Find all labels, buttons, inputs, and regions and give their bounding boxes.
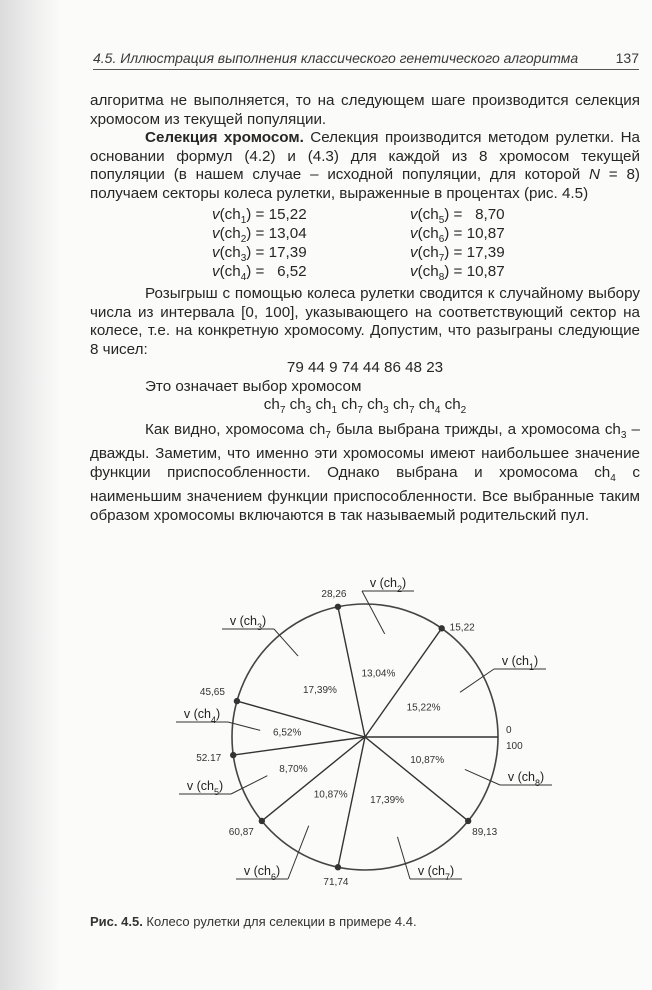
formula-right-0: $v(ch_5) = 8,70$ [410,206,505,227]
callout-leader-ch2 [362,591,385,634]
formula-block [90,205,640,283]
random-numbers: 79 44 9 74 44 86 48 23 [286,359,444,376]
callout-label-ch7: v $(ch_7)$ [417,864,455,882]
callout-label-ch1: v $(ch_1)$ [501,654,539,672]
boundary-label-7: 71,74 [323,877,349,889]
formula-column-left [212,205,307,284]
running-head [93,50,639,70]
paragraph-5: Как видно, хромосома $ch_7$ была выбрана трижды, а хромосома $ch_3$ – дважды. Заметим, что именно эти хромосомы имеют наибольшее значение функции приспособленности. Однако выбрана и хромосома $ch_4$ с наименьшим значением функции приспособленности. Все выбранные таким образом хромосомы включаются в так называемый родительский пул. [90,420,640,524]
formula-left-2: $v(ch_3) = 17,39$ [212,244,307,265]
boundary-dot-6 [259,818,265,824]
callout-leader-ch7 [397,837,410,879]
callout-label-ch3: v $(ch_3)$ [229,614,267,632]
boundary-label-2: 15,22 [449,622,475,634]
boundary-dot-8 [465,818,471,824]
paragraph-4: Это означает выбор хромосом [145,377,362,395]
formula-right-2: $v(ch_7) = 17,39$ [410,244,505,265]
paragraph-2-end: = 8) получаем секторы колеса рулетки, выраженные в процентах (рис. 4.5) [90,166,640,202]
sector-percent-ch5: 8,70% [279,764,308,776]
callout-label-ch6: v $(ch_6)$ [243,864,281,882]
boundary-label-6: 60,87 [228,826,254,838]
sector-percent-ch1: 15,22% [406,702,441,714]
callout-leader-ch3 [274,629,298,656]
boundary-dot-3 [335,604,341,610]
paragraph-2-text: Селекция производится методом рулетки. На основании формул (4.2) и (4.3) для каждой из 8 хромосом текущей популяции (в нашем случае – исходной популяции, для которой [90,129,640,183]
sector-percent-ch6: 10,87% [313,789,348,801]
figure-caption [90,914,417,929]
sector-boundary-8 [365,737,468,821]
roulette-wheel-figure [150,575,590,910]
callout-label-ch2: v $(ch_2)$ [369,576,407,594]
sector-percent-ch7: 17,39% [370,795,405,807]
callout-label-ch4: v $(ch_4)$ [183,707,221,725]
boundary-label-5: 52.17 [196,753,222,765]
formula-left-3: $v(ch_4) = 6,52$ [212,263,307,284]
boundary-dot-5 [230,752,236,758]
sector-percent-ch8: 10,87% [410,755,445,767]
boundary-dot-7 [335,864,341,870]
paragraph-2-variable: N [589,166,600,183]
page-binding-shadow [0,0,60,990]
sector-percent-ch3: 17,39% [302,684,337,696]
sector-boundary-2 [365,628,442,737]
formula-left-1: $v(ch_2) = 13,04$ [212,225,307,246]
boundary-label-0: 0 [506,725,512,736]
figure-caption-text: Колесо рулетки для селекции в примере 4.4. [142,914,417,929]
section-title: 4.5. Иллюстрация выполнения классического генетического алгоритма [93,50,579,66]
callout-leader-ch5 [231,776,267,794]
selected-chromosomes: $ch_7$ $ch_3$ $ch_1$ $ch_7$ $ch_3$ $ch_7$ $ch_4$ $ch_2$ [263,396,467,417]
roulette-wheel-chart [150,575,590,910]
boundary-label-1: 100 [506,741,523,752]
paragraph-3: Розыгрыш с помощью колеса рулетки сводится к случайному выбору числа из интервала [0, 100], указывающего на соответствующий сектор на колесе, т.е. на конкретную хромосому. Допустим, что разыграны следующие 8 чисел: [90,285,640,358]
callout-leader-ch6 [288,826,309,879]
formula-right-1: $v(ch_6) = 10,87$ [410,225,505,246]
formula-column-right [410,205,505,284]
paragraph-1: алгоритма не выполняется, то на следующем шаге производится селекция хромосом из текущей популяции. [90,92,640,128]
callout-leader-ch8 [465,769,500,785]
formula-right-3: $v(ch_8) = 10,87$ [410,263,505,284]
boundary-dot-4 [234,698,240,704]
body-text [90,92,640,525]
figure-caption-label: Рис. 4.5. [90,914,143,929]
boundary-label-4: 45,65 [199,687,225,699]
boundary-label-8: 89,13 [472,826,498,838]
boundary-label-3: 28,26 [321,588,347,600]
callout-label-ch5: v $(ch_5)$ [186,779,224,797]
callout-label-ch8: v $(ch_8)$ [507,770,545,788]
page-number: 137 [615,50,639,66]
sector-percent-ch4: 6,52% [273,727,302,739]
paragraph-2-heading: Селекция хромосом. [145,129,304,146]
formula-left-0: $v(ch_1) = 15,22$ [212,206,307,227]
boundary-dot-2 [438,625,444,631]
paragraph-2 [90,129,640,203]
sector-percent-ch2: 13,04% [361,668,396,680]
